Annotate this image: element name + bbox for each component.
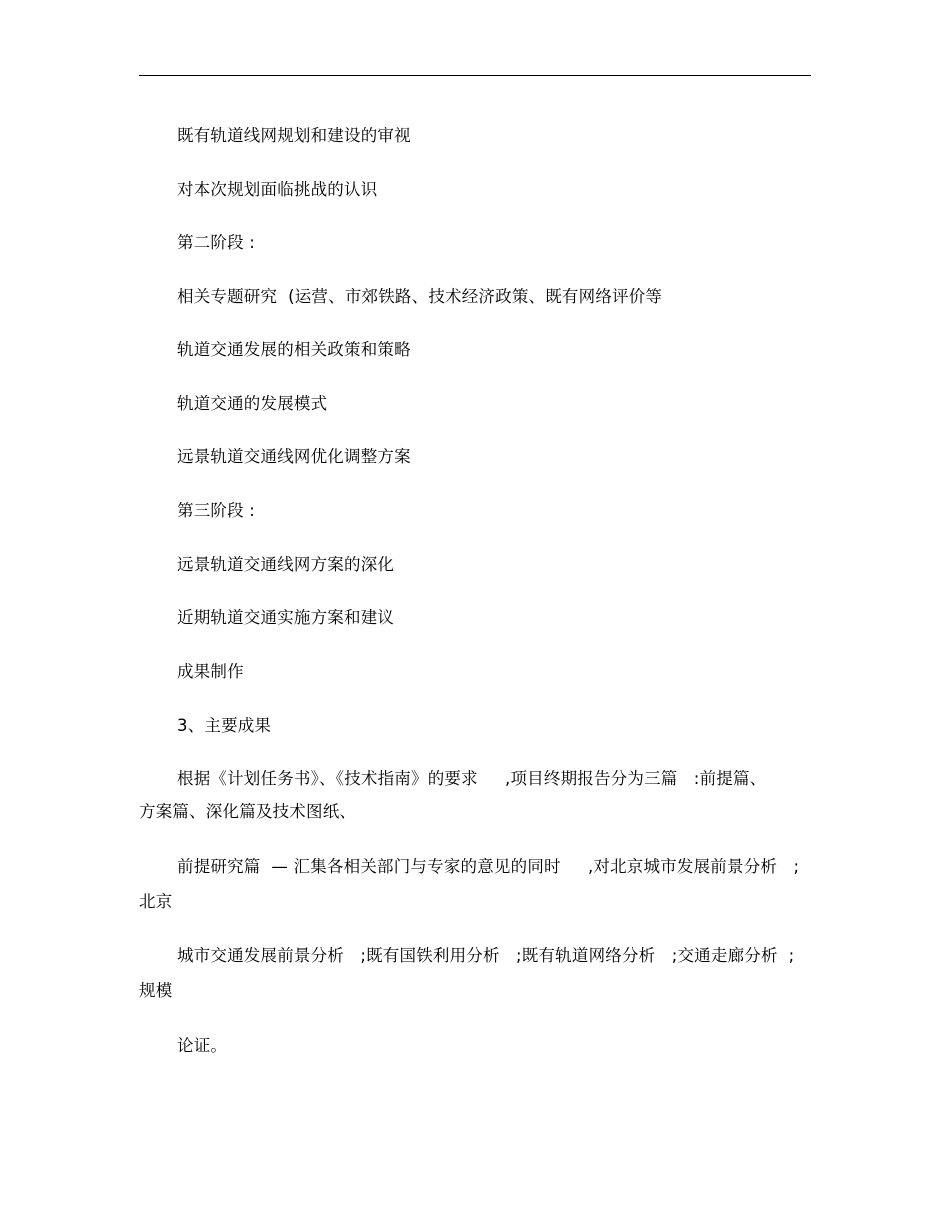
- paragraph-line: 相关专题研究 (运营、市郊铁路、技术经济政策、既有网络评价等: [177, 287, 663, 306]
- section-heading: 第三阶段 :: [177, 501, 256, 520]
- paragraph-line: 轨道交通的发展模式: [177, 394, 328, 413]
- paragraph-line: 前提研究篇 — 汇集各相关部门与专家的意见的同时 ,对北京城市发展前景分析 ;: [177, 857, 800, 876]
- paragraph-line: 轨道交通发展的相关政策和策略: [177, 340, 411, 359]
- paragraph-line: 远景轨道交通线网方案的深化: [177, 555, 395, 574]
- header-rule: [139, 75, 811, 76]
- paragraph-line: 既有轨道线网规划和建设的审视: [177, 126, 411, 145]
- paragraph-line: 论证。: [177, 1036, 228, 1055]
- paragraph-line: 规模: [139, 981, 173, 1000]
- section-heading: 第二阶段 :: [177, 233, 256, 252]
- paragraph-line: 对本次规划面临挑战的认识: [177, 180, 378, 199]
- paragraph-line: 北京: [139, 892, 173, 911]
- paragraph-line: 近期轨道交通实施方案和建议: [177, 608, 395, 627]
- paragraph-line: 远景轨道交通线网优化调整方案: [177, 447, 411, 466]
- paragraph-line: 成果制作: [177, 662, 244, 681]
- section-heading: 3、主要成果: [177, 716, 272, 735]
- paragraph-line: 方案篇、深化篇及技术图纸、: [139, 802, 357, 821]
- paragraph-line: 根据《计划任务书》、《技术指南》的要求 ,项目终期报告分为三篇 :前提篇、: [177, 769, 767, 788]
- paragraph-line: 城市交通发展前景分析 ;既有国铁利用分析 ;既有轨道网络分析 ;交通走廊分析 ;: [177, 946, 795, 965]
